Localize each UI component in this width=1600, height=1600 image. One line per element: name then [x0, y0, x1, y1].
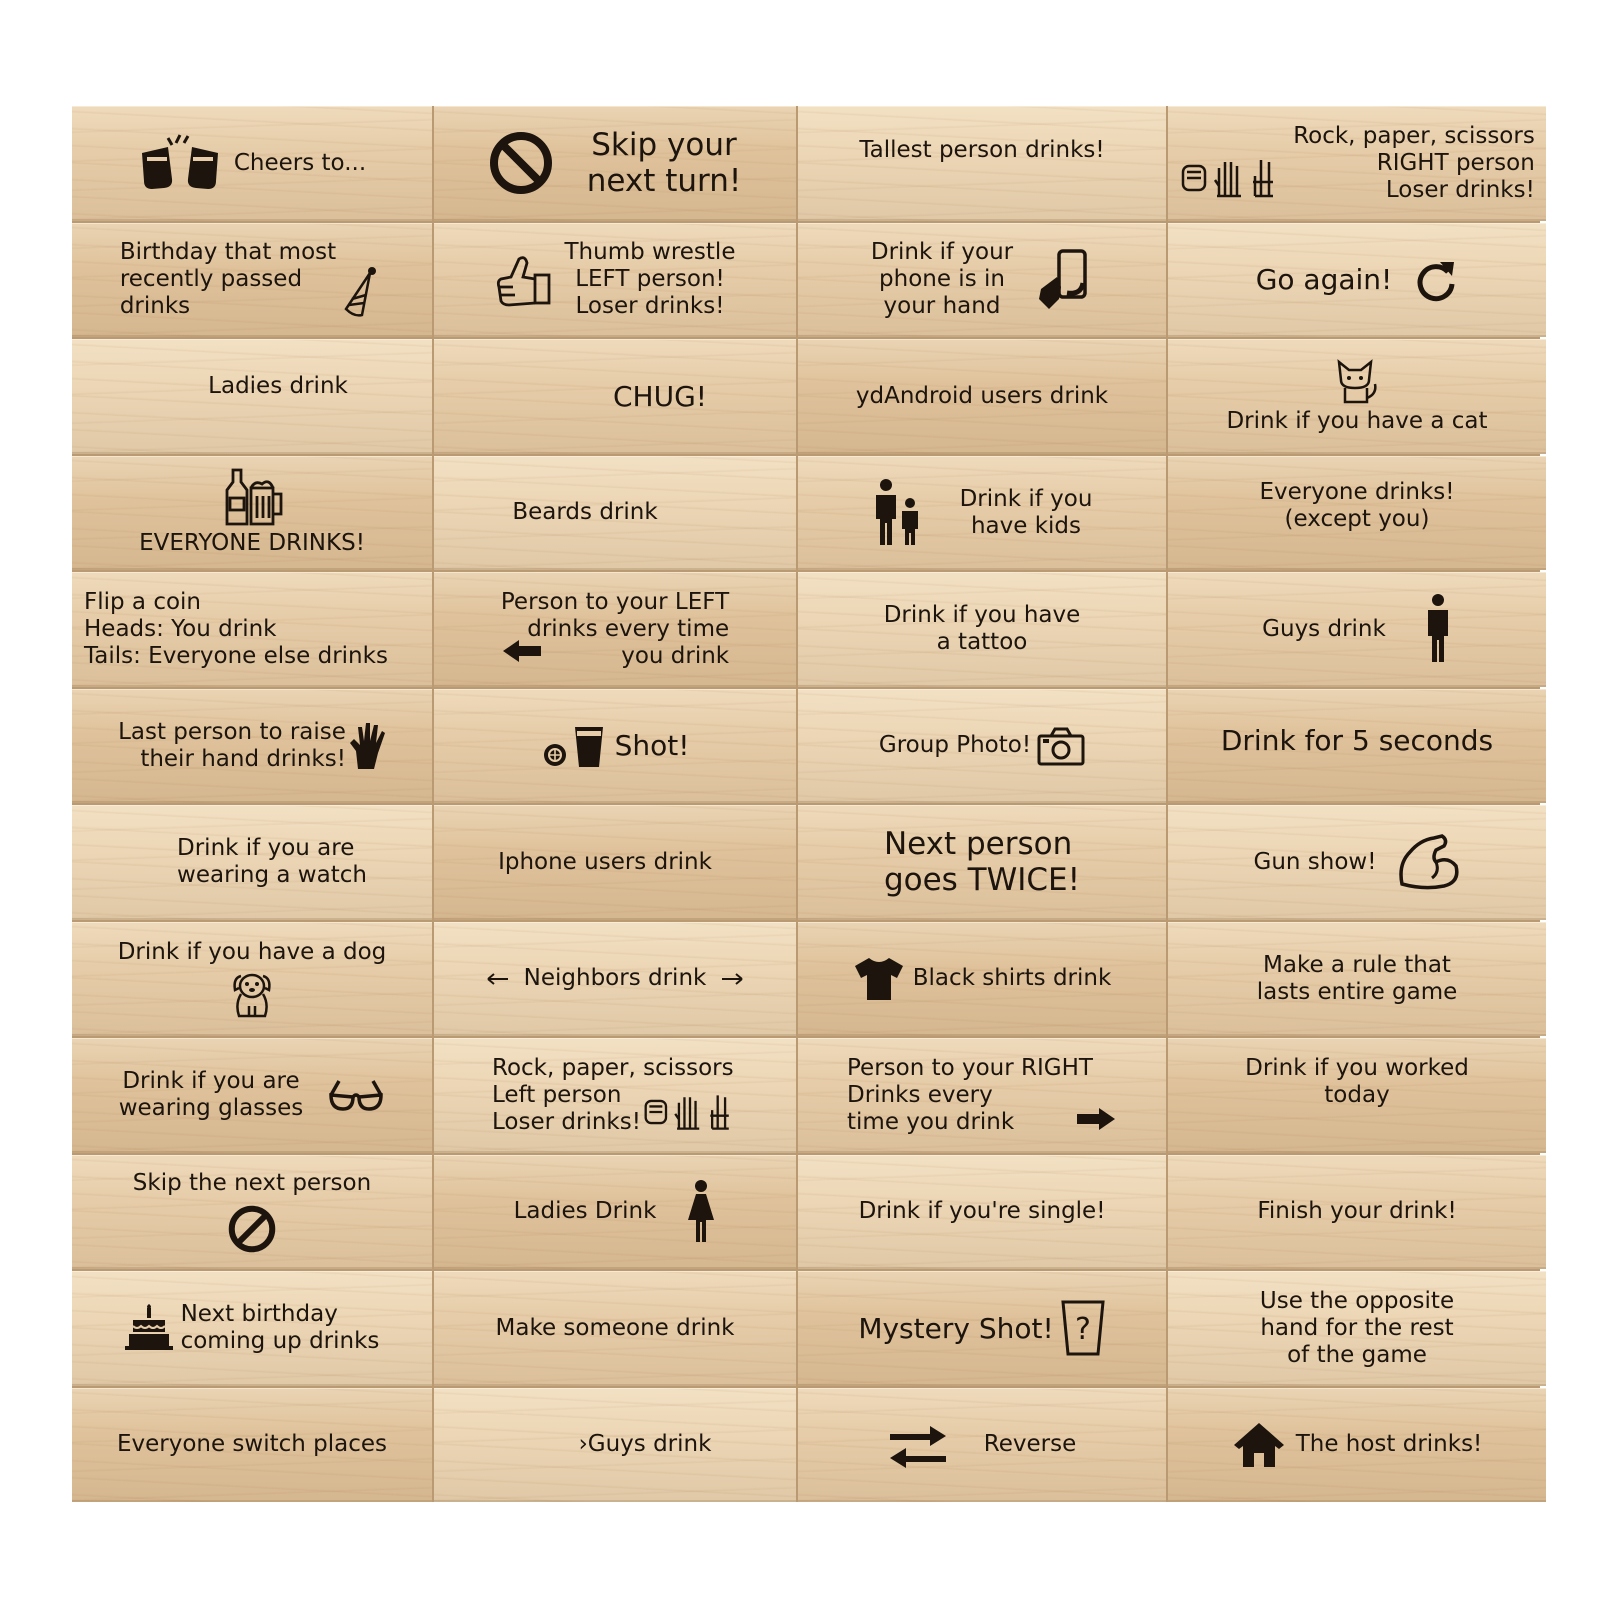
block-text: Skip the next person — [132, 1170, 372, 1197]
mystery-cup-icon — [1060, 1299, 1106, 1357]
block-text: Black shirts drink — [912, 965, 1112, 992]
bottle-and-beer-icon — [221, 468, 283, 526]
block-text: Birthday that most recently passed drinks — [119, 239, 337, 320]
block-rps-left — [434, 1038, 796, 1153]
block-birthday-passed — [72, 223, 432, 338]
rock-paper-scissors-icon — [1179, 156, 1283, 200]
block-raise-hand — [72, 689, 432, 804]
block-text: Reverse — [983, 1431, 1077, 1458]
block-have-dog — [72, 922, 432, 1037]
glasses-icon — [327, 1077, 385, 1113]
block-guys-drink-2 — [434, 1388, 796, 1503]
block-text: Iphone users drink — [498, 848, 712, 875]
block-text: ydAndroid users drink — [855, 382, 1109, 409]
block-ladies-drink-2 — [434, 1155, 796, 1270]
block-black-shirts — [798, 922, 1166, 1037]
block-text: Mystery Shot! — [858, 1311, 1054, 1345]
block-have-kids — [798, 456, 1166, 571]
right-arrow-icon — [1075, 1106, 1117, 1132]
block-text: Rock, paper, scissors Left person Loser drinks! — [492, 1054, 734, 1135]
block-wearing-glasses — [72, 1038, 432, 1153]
party-hat-icon — [340, 265, 384, 321]
flexed-bicep-icon — [1396, 834, 1460, 890]
block-host-drinks — [1168, 1388, 1546, 1503]
block-text: Rock, paper, scissors RIGHT person Loser drinks! — [1293, 122, 1535, 203]
block-text: Drink if you have a tattoo — [883, 602, 1081, 656]
rock-paper-scissors-icon — [642, 1090, 738, 1134]
block-text: ›Guys drink — [578, 1431, 712, 1458]
block-wearing-watch — [72, 805, 432, 920]
block-skip-turn — [434, 106, 796, 221]
block-mystery-shot — [798, 1271, 1166, 1386]
block-switch-places — [72, 1388, 432, 1503]
block-make-someone-drink — [434, 1271, 796, 1386]
house-icon — [1232, 1421, 1286, 1469]
block-text: Flip a coin Heads: You drink Tails: Everyone else drinks — [84, 588, 388, 669]
block-text: Make a rule that lasts entire game — [1256, 951, 1458, 1005]
block-text: Shot! — [614, 729, 690, 763]
block-text: Neighbors drink — [523, 965, 707, 992]
right-arrow-icon — [720, 973, 744, 985]
block-text: EVERYONE DRINKS! — [139, 530, 365, 557]
block-text: Drink if you're single! — [858, 1198, 1106, 1225]
block-single — [798, 1155, 1166, 1270]
block-text: Person to your LEFT drinks every time you drink — [500, 588, 730, 669]
block-text: Use the opposite hand for the rest of the game — [1259, 1287, 1455, 1368]
block-reverse — [798, 1388, 1166, 1503]
block-drink-5-seconds — [1168, 689, 1546, 804]
block-shot — [434, 689, 796, 804]
block-neighbors-drink — [434, 922, 796, 1037]
block-text: Drink if you have a cat — [1226, 407, 1488, 434]
man-icon — [1424, 594, 1452, 664]
prohibited-icon — [489, 131, 553, 195]
block-cheers — [72, 106, 432, 221]
block-thumb-wrestle — [434, 223, 796, 338]
block-text: Tallest person drinks! — [859, 136, 1105, 163]
block-tallest — [798, 106, 1166, 221]
thumbs-up-icon — [495, 253, 553, 307]
svg-text:?: ? — [1074, 1312, 1091, 1348]
block-text: Drink if you are wearing a watch — [177, 835, 367, 889]
block-have-cat — [1168, 339, 1546, 454]
block-text: The host drinks! — [1295, 1431, 1483, 1458]
block-make-rule — [1168, 922, 1546, 1037]
block-text: Cheers to... — [233, 149, 367, 176]
hand-phone-icon — [1037, 249, 1093, 311]
block-beards-drink — [434, 456, 796, 571]
block-next-birthday — [72, 1271, 432, 1386]
block-person-left — [434, 572, 796, 687]
block-goes-twice — [798, 805, 1166, 920]
block-text: Next person goes TWICE! — [883, 825, 1081, 899]
block-finish-drink — [1168, 1155, 1546, 1270]
block-text: Group Photo! — [878, 732, 1032, 759]
block-android-users — [798, 339, 1166, 454]
block-text: Drink for 5 seconds — [1220, 724, 1494, 758]
woman-icon — [686, 1180, 716, 1244]
block-ladies-drink — [72, 339, 432, 454]
camera-icon — [1037, 726, 1085, 766]
block-text: Person to your RIGHT Drinks every time you drink — [847, 1054, 1093, 1135]
birthday-cake-icon — [125, 1304, 173, 1352]
block-text: Everyone switch places — [116, 1431, 388, 1458]
block-guys-drink — [1168, 572, 1546, 687]
block-skip-next-person — [72, 1155, 432, 1270]
block-everyone-drinks-caps — [72, 456, 432, 571]
swap-arrows-icon — [888, 1422, 948, 1468]
block-chug — [434, 339, 796, 454]
block-text: Beards drink — [512, 499, 658, 526]
block-phone-in-hand — [798, 223, 1166, 338]
block-person-right — [798, 1038, 1166, 1153]
block-text: Drink if your phone is in your hand — [870, 239, 1014, 320]
block-text: Guys drink — [1262, 615, 1386, 642]
left-arrow-icon — [486, 973, 510, 985]
block-go-again — [1168, 223, 1546, 338]
block-tattoo — [798, 572, 1166, 687]
block-text: Drink if you worked today — [1245, 1055, 1469, 1109]
block-opposite-hand — [1168, 1271, 1546, 1386]
block-text: Make someone drink — [495, 1314, 735, 1341]
block-text: Drink if you have kids — [959, 485, 1093, 539]
wooden-block-grid — [72, 106, 1540, 1502]
block-text: Drink if you have a dog — [117, 939, 387, 966]
t-shirt-icon — [853, 956, 905, 1002]
block-text: Last person to raise their hand drinks! — [118, 718, 346, 772]
parent-child-icon — [872, 479, 920, 547]
block-worked-today — [1168, 1038, 1546, 1153]
block-everyone-except-you — [1168, 456, 1546, 571]
left-arrow-icon — [501, 638, 543, 664]
block-text: Drink if you are wearing glasses — [118, 1068, 304, 1122]
block-rps-right — [1168, 106, 1546, 221]
block-text: Ladies Drink — [513, 1198, 657, 1225]
block-text: Next birthday coming up drinks — [180, 1301, 380, 1355]
cat-icon — [1335, 358, 1379, 404]
shot-glass-lime-icon — [541, 723, 607, 769]
prohibited-icon — [228, 1205, 276, 1253]
block-group-photo — [798, 689, 1166, 804]
block-text: Skip your next turn! — [586, 126, 742, 200]
block-text: Ladies drink — [208, 372, 348, 399]
block-text: Finish your drink! — [1257, 1198, 1457, 1225]
clinking-glasses-icon — [138, 133, 222, 193]
block-text: Gun show! — [1253, 848, 1377, 875]
block-text: CHUG! — [612, 379, 708, 413]
block-text: Go again! — [1255, 263, 1393, 297]
block-iphone-users — [434, 805, 796, 920]
block-flip-coin — [72, 572, 432, 687]
redo-arrow-icon — [1414, 258, 1458, 302]
raised-hand-icon — [348, 721, 386, 771]
block-text: Everyone drinks! (except you) — [1259, 478, 1455, 532]
block-gun-show — [1168, 805, 1546, 920]
block-text: Thumb wrestle LEFT person! Loser drinks! — [564, 239, 736, 320]
dog-icon — [229, 968, 275, 1018]
